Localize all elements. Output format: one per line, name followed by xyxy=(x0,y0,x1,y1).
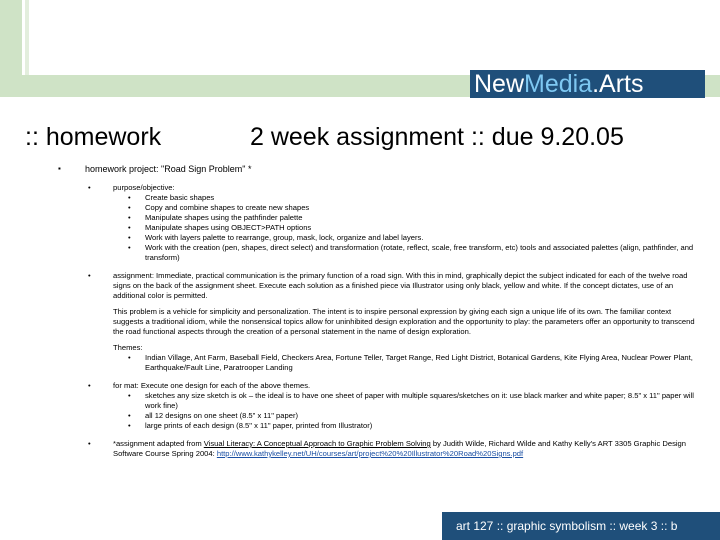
list-item xyxy=(58,233,698,243)
list-item xyxy=(58,243,698,263)
list-item xyxy=(58,421,698,431)
assignment-line xyxy=(58,271,698,301)
brand-part-1: New xyxy=(474,70,525,98)
brand-part-3: .Arts xyxy=(592,70,644,98)
bullet-icon: • xyxy=(128,243,131,252)
bullet-icon: • xyxy=(88,439,91,448)
list-item xyxy=(58,391,698,411)
themes-label: Themes: xyxy=(113,343,143,352)
square-bullet-icon: ▪ xyxy=(58,164,61,173)
format-line xyxy=(58,381,698,391)
assignment-text: assignment: Immediate, practical communication is the primary function of a road sign. With this in mind, graphically depict the subject indicated for each of the twelve road signs on the back of the assignment sheet. Execute each solution as a finished piece via Illustrator using only black, yellow and white. If the concept dictates, use of an additional color is permitted. xyxy=(113,271,688,300)
credit-mid: by Judith Wilde, Richard Wilde and Kathy Kelly's ART 3305 Graphic Design Software Course Spring 2004: xyxy=(113,439,686,458)
list-item-text: Work with layers palette to rearrange, group, mask, lock, organize and label layers. xyxy=(145,233,424,242)
vehicle-paragraph: This problem is a vehicle for simplicity and personalization. The intent is to inspire personal expression by giving each sign a unique life of its own. The familiar context suggests a traditional idiom, while the nonsensical topics allow for uninhibited design exploration and the opportunity to play: the parameters offer an opportunity to transcend the road functional aspects through the creation of a personal statement in the name of design exploration. xyxy=(113,307,695,336)
themes-item xyxy=(58,353,698,373)
bullet-icon: • xyxy=(88,183,91,192)
project-text: homework project: "Road Sign Problem" * xyxy=(85,164,252,174)
footer-bar: art 127 :: graphic symbolism :: week 3 :: b xyxy=(442,512,720,540)
project-line xyxy=(58,163,698,175)
list-item-text: all 12 designs on one sheet (8.5" x 11" paper) xyxy=(145,411,299,420)
brand-part-2: Media xyxy=(524,70,593,98)
list-item xyxy=(58,203,698,213)
list-item-text: sketches any size sketch is ok – the ideal is to have one sheet of paper with multiple squares/sketches on it: use black marker and white paper; 8.5" x 11" paper will work fine) xyxy=(145,391,694,410)
bullet-icon: • xyxy=(88,381,91,390)
list-item-text: Manipulate shapes using the pathfinder palette xyxy=(145,213,303,222)
page-title: :: homework xyxy=(25,123,162,151)
list-item xyxy=(58,193,698,203)
bullet-icon: • xyxy=(128,203,131,212)
decor-strip xyxy=(0,0,22,75)
bullet-icon: • xyxy=(128,353,131,362)
purpose-line xyxy=(58,183,698,193)
list-item-text: large prints of each design (8.5" x 11" paper, printed from Illustrator) xyxy=(145,421,373,430)
purpose-label: purpose/objective: xyxy=(113,183,175,192)
list-item-text: Manipulate shapes using OBJECT>PATH options xyxy=(145,223,312,232)
bullet-icon: • xyxy=(128,233,131,242)
slide-body xyxy=(58,163,698,459)
credit-url-link[interactable]: http://www.kathykelley.net/UH/courses/art/project%20%20Illustrator%20Road%20Signs.pdf xyxy=(216,449,524,458)
bullet-icon: • xyxy=(128,193,131,202)
bullet-icon: • xyxy=(128,411,131,420)
list-item xyxy=(58,213,698,223)
list-item-text: Create basic shapes xyxy=(145,193,215,202)
bullet-icon: • xyxy=(128,213,131,222)
bullet-icon: • xyxy=(128,391,131,400)
bullet-icon: • xyxy=(128,223,131,232)
credit-book-link[interactable]: Visual Literacy: A Conceptual Approach to Graphic Problem Solving xyxy=(203,439,431,448)
format-text: for mat: Execute one design for each of the above themes. xyxy=(113,381,311,390)
decor-strip-light xyxy=(25,0,29,75)
list-item-text: Work with the creation (pen, shapes, direct select) and transformation (rotate, reflect, scale, free transform, etc) tools and associated palettes (align, pathfinder, and transform) xyxy=(145,243,694,262)
credit-line xyxy=(58,439,698,459)
page-subtitle: 2 week assignment :: due 9.20.05 xyxy=(250,123,624,151)
brand-logo xyxy=(474,70,644,98)
list-item xyxy=(58,411,698,421)
list-item xyxy=(58,223,698,233)
themes-text: Indian Village, Ant Farm, Baseball Field, Checkers Area, Fortune Teller, Target Range, Red Light District, Botanical Gardens, Kite Flying Area, Nuclear Power Plant, Earthquake/Fault Line, Paratrooper Landing xyxy=(145,353,693,372)
bullet-icon: • xyxy=(128,421,131,430)
credit-prefix: *assignment adapted from xyxy=(113,439,204,448)
list-item-text: Copy and combine shapes to create new shapes xyxy=(145,203,310,212)
bullet-icon: • xyxy=(88,271,91,280)
